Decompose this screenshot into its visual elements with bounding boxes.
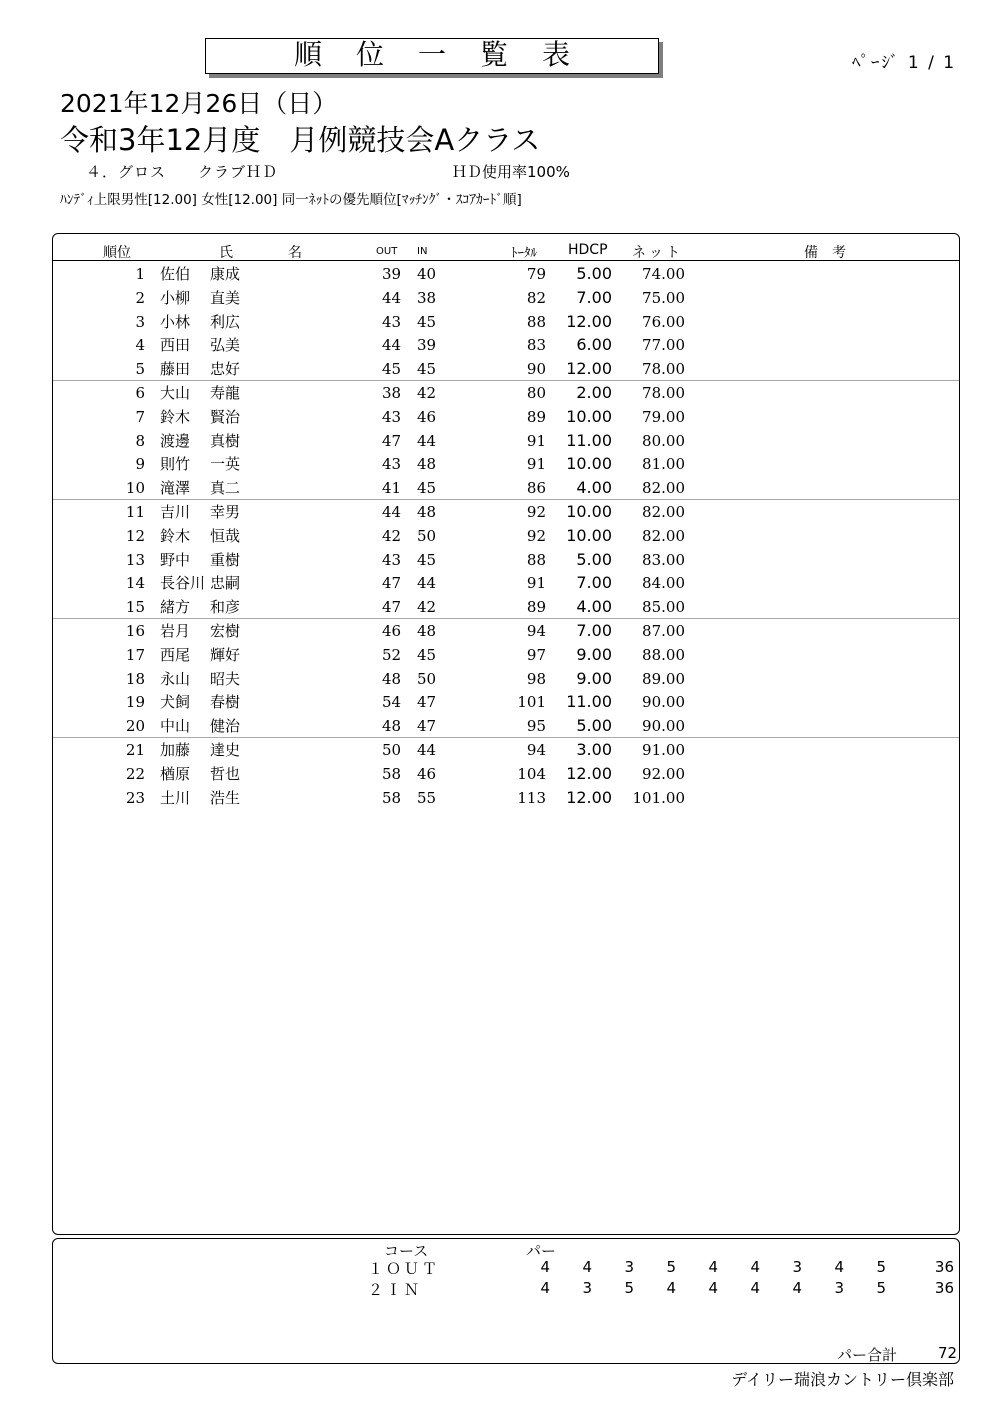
hole-par: 3 bbox=[582, 1279, 592, 1297]
in-score-cell: 45 bbox=[417, 645, 437, 664]
total-score-cell: 94 bbox=[526, 622, 546, 640]
surname-cell: 大山 bbox=[160, 384, 191, 402]
surname-cell: 渡邊 bbox=[160, 431, 191, 450]
in-score-cell: 44 bbox=[417, 574, 437, 593]
table-row bbox=[0, 357, 1000, 381]
total-score-cell: 80 bbox=[526, 384, 546, 402]
total-score-cell: 92 bbox=[526, 526, 546, 545]
hole-par: 5 bbox=[624, 1279, 634, 1297]
in-score-cell: 44 bbox=[417, 431, 437, 450]
total-score-cell: 88 bbox=[526, 312, 546, 331]
net-score-cell: 80.00 bbox=[642, 431, 685, 450]
given-name-cell: 真二 bbox=[210, 479, 241, 498]
given-name-cell: 利広 bbox=[210, 312, 241, 331]
hole-par: 3 bbox=[624, 1258, 634, 1276]
event-name: 令和3年12月度 月例競技会Aクラス bbox=[60, 123, 541, 157]
given-name-cell: 輝好 bbox=[210, 645, 241, 664]
in-score-cell: 42 bbox=[417, 598, 437, 617]
table-row bbox=[0, 476, 1000, 500]
col-header-remarks: 備 考 bbox=[804, 245, 846, 261]
out-score-cell: 44 bbox=[382, 336, 402, 355]
net-score-cell: 76.00 bbox=[642, 312, 685, 331]
hdcp-cell: 2.00 bbox=[576, 383, 612, 402]
hole-par: 4 bbox=[540, 1279, 550, 1297]
rank-cell: 22 bbox=[125, 764, 145, 783]
col-header-in: IN bbox=[417, 246, 428, 257]
hole-par: 4 bbox=[792, 1279, 802, 1297]
net-score-cell: 88.00 bbox=[642, 645, 685, 664]
hdcp-cell: 10.00 bbox=[566, 502, 612, 521]
hole-par: 4 bbox=[750, 1258, 760, 1276]
hole-par: 4 bbox=[540, 1258, 550, 1276]
in-score-cell: 44 bbox=[417, 741, 437, 759]
net-score-cell: 74.00 bbox=[642, 265, 685, 283]
event-date: 2021年12月26日（日） bbox=[60, 89, 338, 118]
given-name-cell: 幸男 bbox=[210, 503, 241, 521]
in-score-cell: 46 bbox=[417, 407, 437, 426]
table-row bbox=[0, 619, 1000, 643]
out-score-cell: 44 bbox=[382, 288, 402, 307]
net-score-cell: 77.00 bbox=[642, 336, 685, 355]
net-score-cell: 78.00 bbox=[642, 360, 685, 379]
hole-par: 4 bbox=[834, 1258, 844, 1276]
in-score-cell: 38 bbox=[417, 288, 437, 307]
hole-par: 3 bbox=[834, 1279, 844, 1297]
table-row bbox=[0, 381, 1000, 405]
handicap-rules: ﾊﾝﾃﾞｨ上限男性[12.00] 女性[12.00] 同一ﾈｯﾄの優先順位[ﾏｯﾁﾝｸﾞ・ｽｺｱｶｰﾄﾞ順] bbox=[60, 192, 522, 208]
in-score-cell: 47 bbox=[417, 717, 437, 736]
out-score-cell: 43 bbox=[382, 455, 402, 474]
surname-cell: 吉川 bbox=[160, 503, 191, 521]
net-score-cell: 83.00 bbox=[642, 550, 685, 569]
given-name-cell: 健治 bbox=[210, 717, 241, 736]
table-row bbox=[0, 262, 1000, 286]
hdcp-cell: 12.00 bbox=[566, 311, 612, 331]
rank-cell: 16 bbox=[125, 622, 145, 640]
out-score-cell: 47 bbox=[382, 431, 402, 450]
given-name-cell: 和彦 bbox=[210, 598, 241, 617]
out-score-cell: 58 bbox=[382, 764, 402, 783]
out-score-cell: 38 bbox=[382, 384, 402, 402]
hole-par: 4 bbox=[750, 1279, 760, 1297]
hdcp-cell: 9.00 bbox=[576, 644, 612, 664]
category-label: ４．グロス bbox=[86, 163, 167, 181]
out-score-cell: 42 bbox=[382, 526, 402, 545]
net-score-cell: 101.00 bbox=[632, 788, 685, 807]
table-row bbox=[0, 690, 1000, 714]
in-score-cell: 47 bbox=[417, 693, 437, 712]
col-header-surname: 氏 bbox=[219, 245, 233, 261]
rank-cell: 6 bbox=[135, 384, 145, 402]
hdcp-cell: 12.00 bbox=[566, 359, 612, 379]
total-score-cell: 94 bbox=[526, 741, 546, 759]
out-score-cell: 41 bbox=[382, 479, 402, 498]
course-par-sum: 36 bbox=[934, 1279, 954, 1297]
out-score-cell: 43 bbox=[382, 407, 402, 426]
table-row bbox=[0, 310, 1000, 334]
given-name-cell: 哲也 bbox=[210, 764, 241, 783]
surname-cell: 則竹 bbox=[160, 455, 191, 474]
net-score-cell: 89.00 bbox=[642, 669, 685, 688]
col-header-rank: 順位 bbox=[103, 245, 131, 261]
course-par-sum: 36 bbox=[934, 1258, 954, 1276]
in-score-cell: 45 bbox=[417, 360, 437, 379]
rank-cell: 2 bbox=[135, 288, 145, 307]
hdcp-cell: 9.00 bbox=[576, 668, 612, 688]
rank-cell: 7 bbox=[135, 407, 145, 426]
net-score-cell: 85.00 bbox=[642, 598, 685, 617]
table-row bbox=[0, 452, 1000, 476]
surname-cell: 鈴木 bbox=[160, 407, 191, 426]
given-name-cell: 重樹 bbox=[210, 550, 241, 569]
in-score-cell: 39 bbox=[417, 336, 437, 355]
hdcp-cell: 11.00 bbox=[566, 692, 612, 712]
given-name-cell: 忠好 bbox=[210, 360, 241, 379]
course-name: １ＯＵＴ bbox=[368, 1260, 441, 1278]
rank-cell: 14 bbox=[125, 574, 145, 593]
hole-par: 4 bbox=[582, 1258, 592, 1276]
rank-cell: 1 bbox=[135, 265, 145, 283]
total-score-cell: 91 bbox=[526, 574, 546, 593]
hdcp-cell: 4.00 bbox=[576, 478, 612, 498]
rank-cell: 12 bbox=[125, 526, 145, 545]
net-score-cell: 87.00 bbox=[642, 622, 685, 640]
surname-cell: 加藤 bbox=[160, 741, 191, 759]
in-score-cell: 46 bbox=[417, 764, 437, 783]
hdcp-cell: 12.00 bbox=[566, 787, 612, 807]
out-score-cell: 58 bbox=[382, 788, 402, 807]
net-score-cell: 78.00 bbox=[642, 384, 685, 402]
in-score-cell: 42 bbox=[417, 384, 437, 402]
net-score-cell: 82.00 bbox=[642, 479, 685, 498]
rank-cell: 13 bbox=[125, 550, 145, 569]
hole-par: 4 bbox=[666, 1279, 676, 1297]
in-score-cell: 48 bbox=[417, 455, 437, 474]
net-score-cell: 79.00 bbox=[642, 407, 685, 426]
given-name-cell: 宏樹 bbox=[210, 622, 241, 640]
net-score-cell: 84.00 bbox=[642, 574, 685, 593]
net-score-cell: 90.00 bbox=[642, 717, 685, 736]
in-score-cell: 45 bbox=[417, 312, 437, 331]
total-score-cell: 86 bbox=[526, 479, 546, 498]
surname-cell: 佐伯 bbox=[160, 265, 191, 283]
out-score-cell: 50 bbox=[382, 741, 402, 759]
table-row bbox=[0, 643, 1000, 667]
table-row bbox=[0, 429, 1000, 453]
rank-cell: 9 bbox=[135, 455, 145, 474]
out-score-cell: 45 bbox=[382, 360, 402, 379]
table-row bbox=[0, 738, 1000, 762]
out-score-cell: 44 bbox=[382, 503, 402, 521]
total-score-cell: 101 bbox=[517, 693, 546, 712]
net-score-cell: 82.00 bbox=[642, 503, 685, 521]
out-score-cell: 43 bbox=[382, 312, 402, 331]
net-score-cell: 90.00 bbox=[642, 693, 685, 712]
out-score-cell: 54 bbox=[382, 693, 402, 712]
total-score-cell: 95 bbox=[526, 717, 546, 736]
given-name-cell: 寿龍 bbox=[210, 384, 241, 402]
par-total-value: 72 bbox=[938, 1344, 958, 1362]
rank-cell: 11 bbox=[125, 503, 145, 521]
total-score-cell: 113 bbox=[517, 788, 546, 807]
net-score-cell: 75.00 bbox=[642, 288, 685, 307]
table-row bbox=[0, 286, 1000, 310]
total-score-cell: 89 bbox=[526, 598, 546, 617]
in-score-cell: 45 bbox=[417, 550, 437, 569]
hole-par: 5 bbox=[666, 1258, 676, 1276]
surname-cell: 西尾 bbox=[160, 645, 191, 664]
given-name-cell: 康成 bbox=[210, 265, 241, 283]
hdcp-cell: 10.00 bbox=[566, 406, 612, 426]
given-name-cell: 忠嗣 bbox=[210, 574, 241, 593]
header-divider bbox=[53, 260, 959, 261]
hdcp-cell: 10.00 bbox=[566, 525, 612, 545]
hdcp-cell: 6.00 bbox=[576, 335, 612, 355]
surname-cell: 小柳 bbox=[160, 288, 191, 307]
out-score-cell: 47 bbox=[382, 574, 402, 593]
in-score-cell: 55 bbox=[417, 788, 437, 807]
rank-cell: 5 bbox=[135, 360, 145, 379]
rank-cell: 19 bbox=[125, 693, 145, 712]
surname-cell: 野中 bbox=[160, 550, 191, 569]
net-score-cell: 82.00 bbox=[642, 526, 685, 545]
course-name: ２ＩＮ bbox=[368, 1281, 423, 1299]
table-row bbox=[0, 571, 1000, 595]
given-name-cell: 直美 bbox=[210, 288, 241, 307]
out-score-cell: 46 bbox=[382, 622, 402, 640]
table-row bbox=[0, 405, 1000, 429]
table-row bbox=[0, 762, 1000, 786]
hdcp-cell: 5.00 bbox=[576, 716, 612, 736]
surname-cell: 中山 bbox=[160, 717, 191, 736]
total-score-cell: 98 bbox=[526, 669, 546, 688]
club-name: デイリー瑞浪カントリー倶楽部 bbox=[731, 1370, 954, 1389]
hole-par: 4 bbox=[708, 1258, 718, 1276]
given-name-cell: 賢治 bbox=[210, 407, 241, 426]
out-score-cell: 47 bbox=[382, 598, 402, 617]
hdcp-cell: 7.00 bbox=[576, 287, 612, 307]
rank-cell: 15 bbox=[125, 598, 145, 617]
total-score-cell: 91 bbox=[526, 431, 546, 450]
rank-cell: 18 bbox=[125, 669, 145, 688]
given-name-cell: 恒哉 bbox=[210, 526, 241, 545]
surname-cell: 土川 bbox=[160, 788, 191, 807]
total-score-cell: 83 bbox=[526, 336, 546, 355]
given-name-cell: 昭夫 bbox=[210, 669, 241, 688]
out-score-cell: 48 bbox=[382, 669, 402, 688]
table-row bbox=[0, 548, 1000, 572]
surname-cell: 楢原 bbox=[160, 764, 191, 783]
table-row bbox=[0, 786, 1000, 810]
in-score-cell: 48 bbox=[417, 503, 437, 521]
rank-cell: 21 bbox=[125, 741, 145, 759]
total-score-cell: 91 bbox=[526, 455, 546, 474]
surname-cell: 小林 bbox=[160, 312, 191, 331]
col-header-total: ﾄｰﾀﾙ bbox=[511, 246, 537, 261]
course-par-box bbox=[52, 1238, 960, 1364]
hole-par: 5 bbox=[876, 1279, 886, 1297]
surname-cell: 藤田 bbox=[160, 360, 191, 379]
surname-cell: 緒方 bbox=[160, 598, 191, 617]
total-score-cell: 92 bbox=[526, 503, 546, 521]
hdcp-cell: 3.00 bbox=[576, 740, 612, 759]
hole-par: 5 bbox=[876, 1258, 886, 1276]
given-name-cell: 一英 bbox=[210, 455, 241, 474]
table-row bbox=[0, 595, 1000, 619]
table-row bbox=[0, 333, 1000, 357]
hdcp-cell: 11.00 bbox=[566, 430, 612, 450]
total-score-cell: 97 bbox=[526, 645, 546, 664]
surname-cell: 岩月 bbox=[160, 622, 191, 640]
out-score-cell: 52 bbox=[382, 645, 402, 664]
rank-cell: 3 bbox=[135, 312, 145, 331]
hdcp-cell: 10.00 bbox=[566, 454, 612, 474]
par-label: パー bbox=[526, 1242, 557, 1260]
col-header-given: 名 bbox=[288, 245, 302, 261]
rank-cell: 20 bbox=[125, 717, 145, 736]
net-score-cell: 91.00 bbox=[642, 741, 685, 759]
page-number: ﾍﾟｰｼﾞ 1 / 1 bbox=[852, 53, 957, 73]
table-row bbox=[0, 524, 1000, 548]
surname-cell: 西田 bbox=[160, 336, 191, 355]
rank-cell: 23 bbox=[125, 788, 145, 807]
page-title: 順位一覧表 bbox=[293, 38, 604, 71]
surname-cell: 鈴木 bbox=[160, 526, 191, 545]
in-score-cell: 50 bbox=[417, 526, 437, 545]
rank-cell: 8 bbox=[135, 431, 145, 450]
total-score-cell: 90 bbox=[526, 360, 546, 379]
col-header-hdcp: HDCP bbox=[568, 242, 608, 258]
net-score-cell: 92.00 bbox=[642, 764, 685, 783]
rank-cell: 17 bbox=[125, 645, 145, 664]
given-name-cell: 春樹 bbox=[210, 693, 241, 712]
surname-cell: 滝澤 bbox=[160, 479, 191, 498]
hdcp-cell: 7.00 bbox=[576, 621, 612, 640]
rank-cell: 10 bbox=[125, 479, 145, 498]
total-score-cell: 89 bbox=[526, 407, 546, 426]
hd-usage-label: ＨＤ使用率100% bbox=[452, 163, 570, 181]
in-score-cell: 45 bbox=[417, 479, 437, 498]
out-score-cell: 48 bbox=[382, 717, 402, 736]
in-score-cell: 40 bbox=[417, 265, 437, 283]
surname-cell: 永山 bbox=[160, 669, 191, 688]
club-hd-label: クラブＨＤ bbox=[198, 163, 279, 181]
hdcp-cell: 7.00 bbox=[576, 573, 612, 593]
rank-cell: 4 bbox=[135, 336, 145, 355]
hole-par: 4 bbox=[708, 1279, 718, 1297]
col-header-out: OUT bbox=[376, 246, 398, 257]
hdcp-cell: 12.00 bbox=[566, 763, 612, 783]
total-score-cell: 88 bbox=[526, 550, 546, 569]
surname-cell: 長谷川 bbox=[160, 574, 206, 593]
col-header-net: ネット bbox=[632, 245, 683, 261]
net-score-cell: 81.00 bbox=[642, 455, 685, 474]
surname-cell: 犬飼 bbox=[160, 693, 191, 712]
hdcp-cell: 5.00 bbox=[576, 549, 612, 569]
par-total-label: パー合計 bbox=[837, 1346, 898, 1364]
given-name-cell: 達史 bbox=[210, 741, 241, 759]
table-row bbox=[0, 714, 1000, 738]
table-row bbox=[0, 667, 1000, 691]
hole-par: 3 bbox=[792, 1258, 802, 1276]
total-score-cell: 104 bbox=[517, 764, 546, 783]
hdcp-cell: 5.00 bbox=[576, 264, 612, 283]
out-score-cell: 43 bbox=[382, 550, 402, 569]
given-name-cell: 浩生 bbox=[210, 788, 241, 807]
table-row bbox=[0, 500, 1000, 524]
total-score-cell: 79 bbox=[526, 265, 546, 283]
out-score-cell: 39 bbox=[382, 265, 402, 283]
given-name-cell: 真樹 bbox=[210, 431, 241, 450]
in-score-cell: 48 bbox=[417, 622, 437, 640]
hdcp-cell: 4.00 bbox=[576, 597, 612, 617]
course-label: コース bbox=[384, 1242, 429, 1260]
given-name-cell: 弘美 bbox=[210, 336, 241, 355]
in-score-cell: 50 bbox=[417, 669, 437, 688]
total-score-cell: 82 bbox=[526, 288, 546, 307]
